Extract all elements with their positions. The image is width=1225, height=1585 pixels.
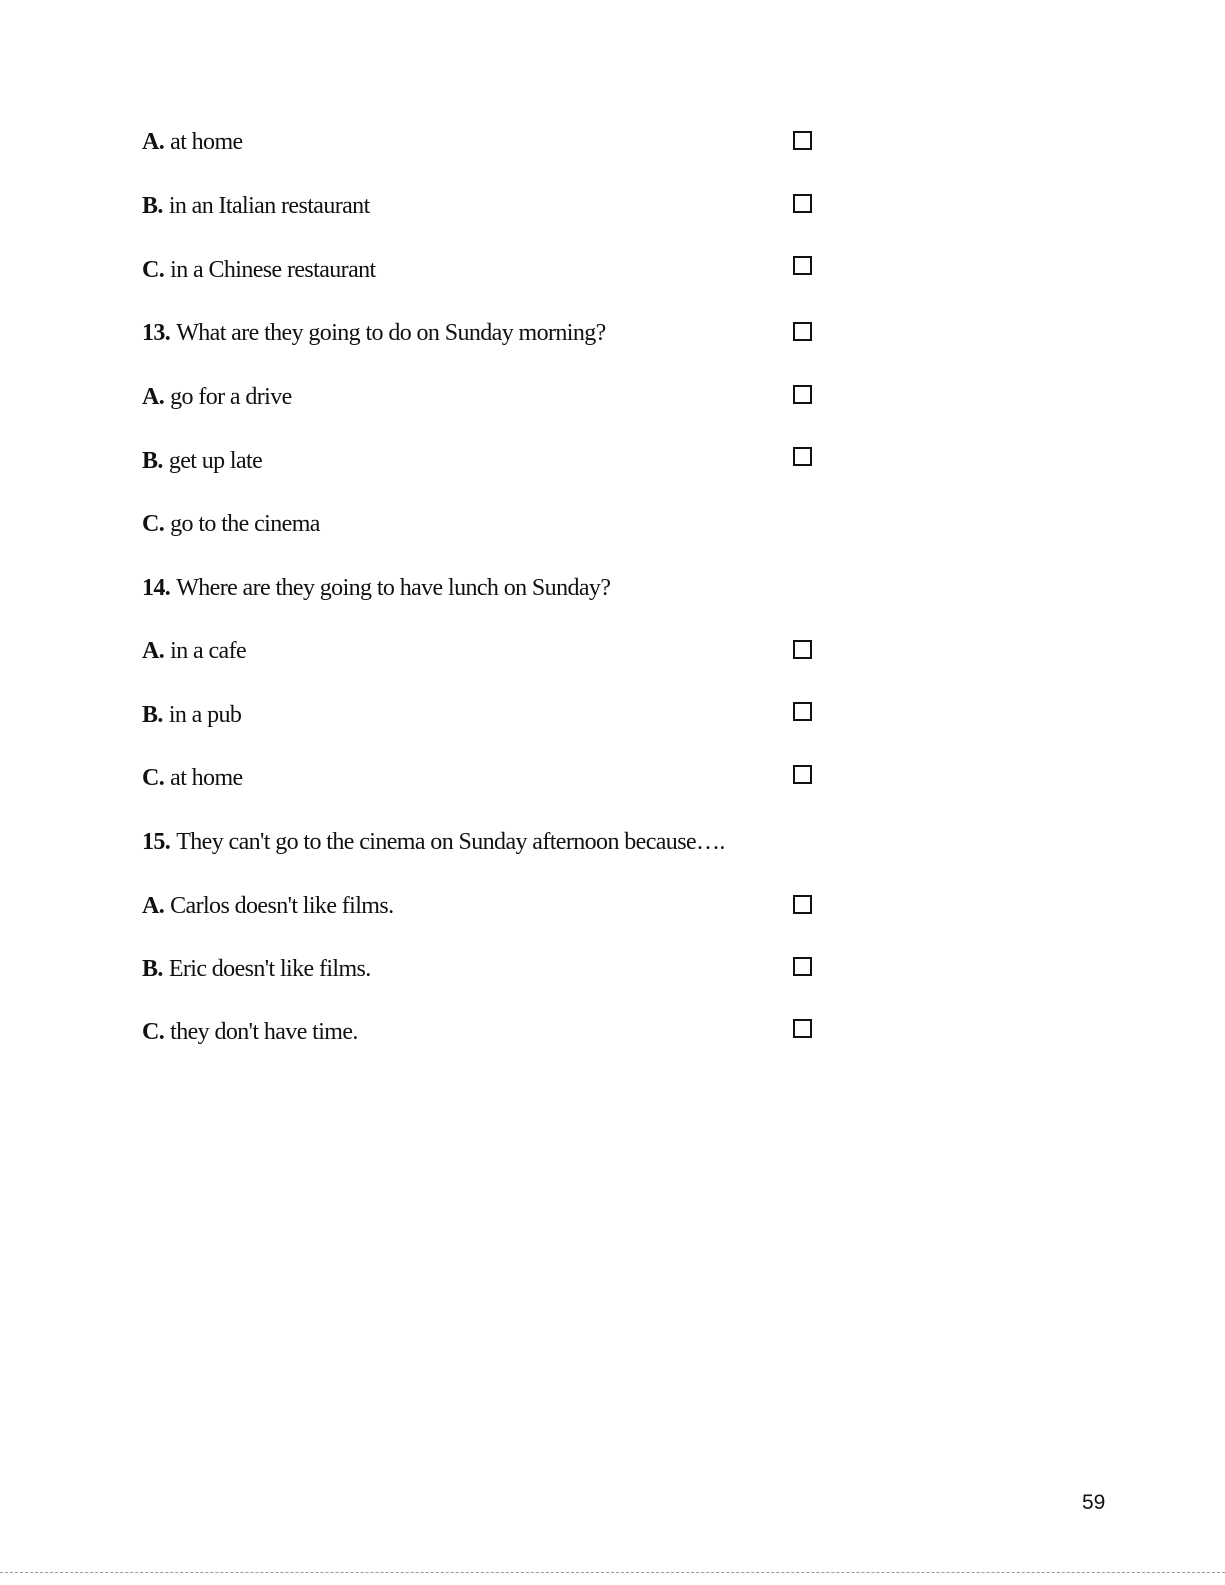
answer-checkbox[interactable] — [793, 385, 812, 404]
answer-checkbox[interactable] — [793, 957, 812, 976]
option-text: go for a drive — [170, 384, 292, 410]
option-text: in a pub — [168, 702, 242, 728]
option-label: C. — [142, 765, 165, 791]
question-number: 13. — [142, 320, 171, 346]
answer-checkbox[interactable] — [793, 765, 812, 784]
option-text: in a Chinese restaurant — [170, 257, 376, 283]
option-b-line — [142, 954, 371, 984]
option-text: go to the cinema — [170, 511, 320, 537]
option-label: C. — [142, 511, 165, 537]
option-label: B. — [142, 193, 163, 219]
question-14 — [142, 573, 610, 603]
question-text: They can't go to the cinema on Sunday afternoon because…. — [176, 829, 725, 855]
option-label: A. — [142, 638, 165, 664]
question-number: 14. — [142, 575, 171, 601]
option-c-line — [142, 509, 320, 539]
option-label: C. — [142, 1019, 165, 1045]
option-text: in a cafe — [170, 638, 247, 664]
option-a-line — [142, 382, 292, 412]
option-label: A. — [142, 129, 165, 155]
question-text: What are they going to do on Sunday morning? — [176, 320, 606, 346]
answer-checkbox[interactable] — [793, 447, 812, 466]
option-label: B. — [142, 702, 163, 728]
answer-checkbox[interactable] — [793, 640, 812, 659]
question-13 — [142, 318, 606, 348]
option-text: Carlos doesn't like films. — [170, 893, 394, 919]
option-text: they don't have time. — [170, 1019, 358, 1045]
option-label: A. — [142, 893, 165, 919]
option-b-line — [142, 446, 262, 476]
option-text: in an Italian restaurant — [168, 193, 370, 219]
answer-checkbox[interactable] — [793, 131, 812, 150]
option-a-line — [142, 636, 246, 666]
question-15 — [142, 827, 725, 857]
question-text: Where are they going to have lunch on Sunday? — [176, 575, 611, 601]
option-c-line — [142, 763, 243, 793]
answer-checkbox[interactable] — [793, 194, 812, 213]
option-text: at home — [170, 129, 243, 155]
answer-checkbox[interactable] — [793, 322, 812, 341]
option-b-line — [142, 700, 241, 730]
option-a-line — [142, 891, 394, 921]
answer-checkbox[interactable] — [793, 702, 812, 721]
option-label: C. — [142, 257, 165, 283]
page-number: 59 — [1082, 1491, 1106, 1514]
option-b-line — [142, 191, 370, 221]
question-number: 15. — [142, 829, 171, 855]
option-a-line — [142, 127, 243, 157]
answer-checkbox[interactable] — [793, 895, 812, 914]
option-c-line — [142, 255, 376, 285]
option-text: get up late — [168, 448, 263, 474]
option-label: B. — [142, 448, 163, 474]
option-c-line — [142, 1017, 358, 1047]
answer-checkbox[interactable] — [793, 1019, 812, 1038]
page-bottom-border — [0, 1572, 1225, 1573]
option-text: Eric doesn't like films. — [168, 956, 371, 982]
answer-checkbox[interactable] — [793, 256, 812, 275]
option-label: B. — [142, 956, 163, 982]
option-text: at home — [170, 765, 243, 791]
option-label: A. — [142, 384, 165, 410]
